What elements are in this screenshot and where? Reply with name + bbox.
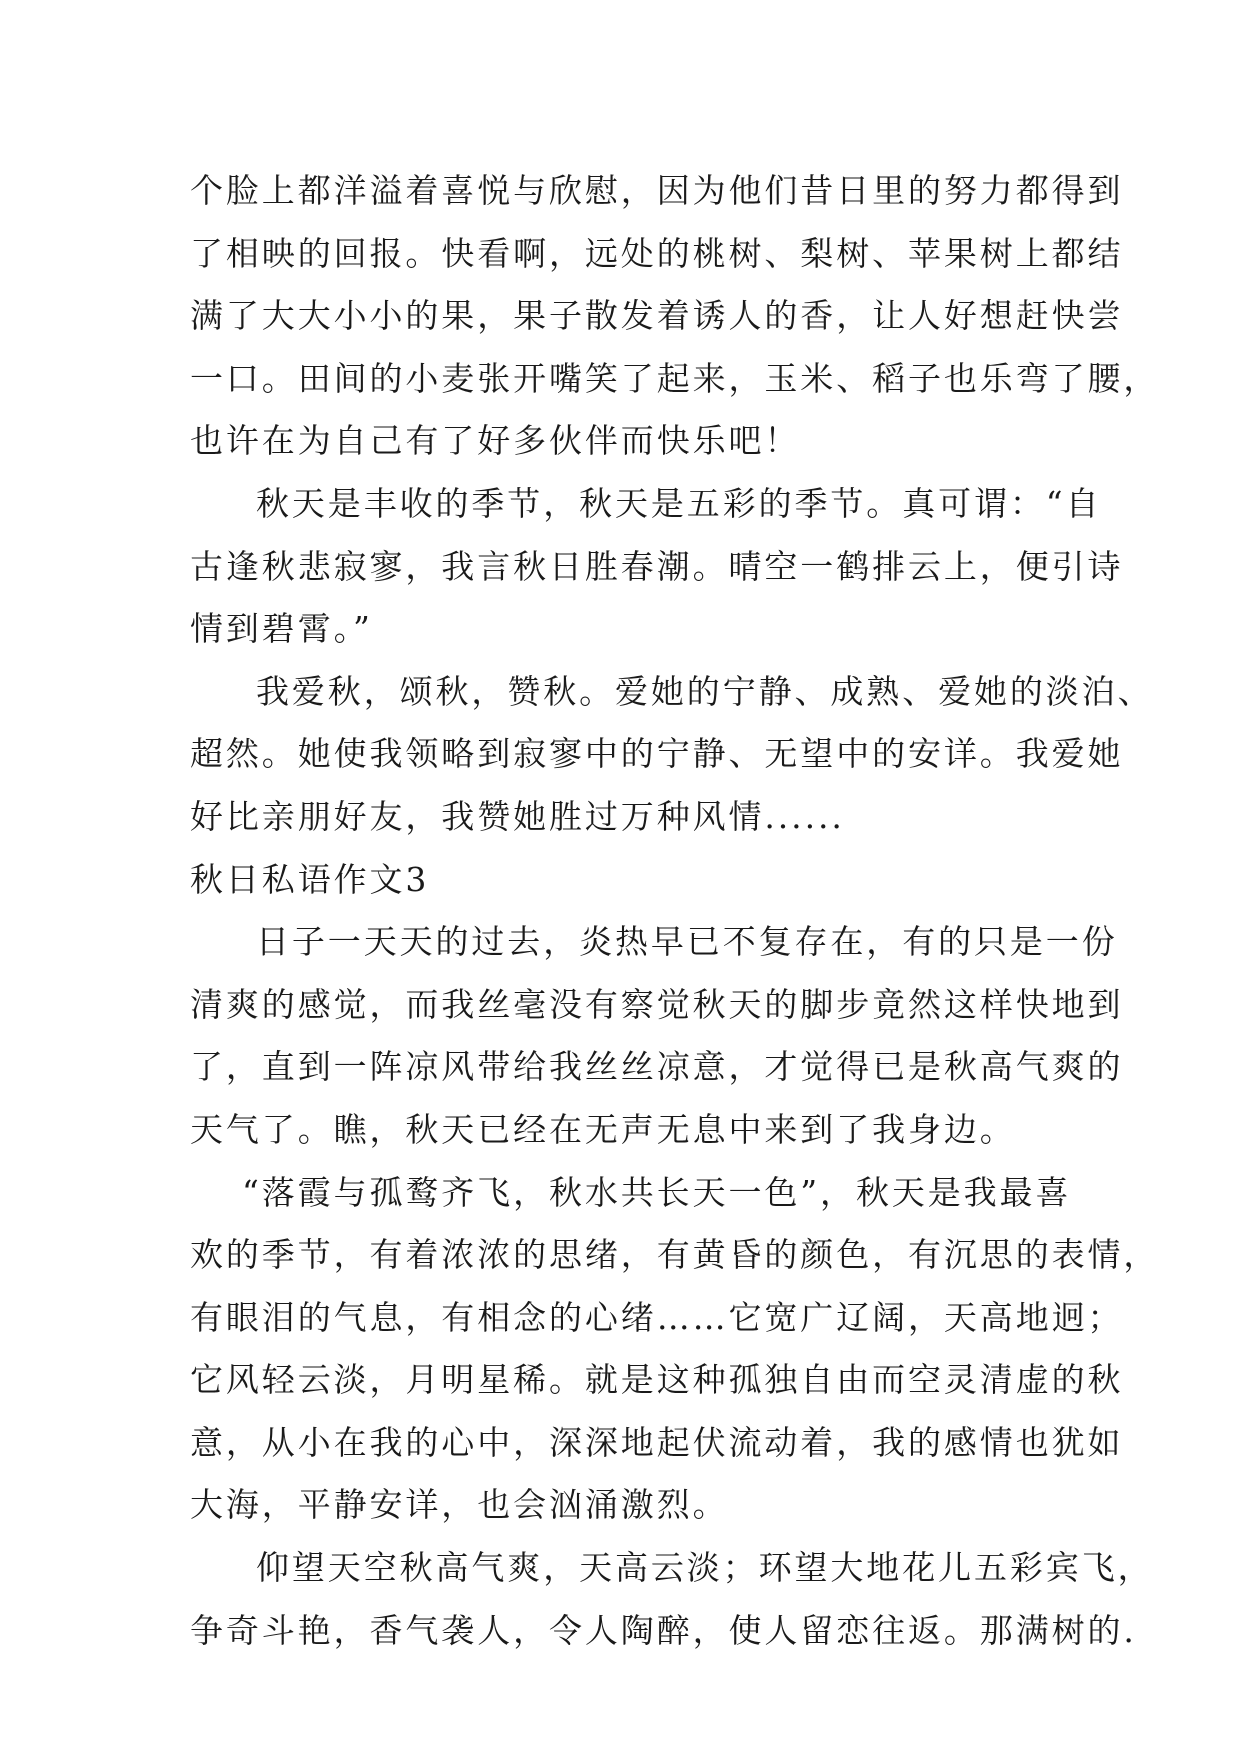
paragraph-start-line: 仰望天空秋高气爽，天高云淡；环望大地花儿五彩宾飞，	[256, 1548, 1154, 1588]
text-line: 个脸上都洋溢着喜悦与欣慰，因为他们昔日里的努力都得到	[190, 171, 1124, 210]
text-line: 了，直到一阵凉风带给我丝丝凉意，才觉得已是秋高气爽的	[190, 1047, 1124, 1087]
text-line: 了相映的回报。快看啊，远处的桃树、梨树、苹果树上都结	[190, 233, 1124, 273]
text-line: 古逢秋悲寂寥，我言秋日胜春潮。晴空一鹤排云上，便引诗	[190, 546, 1124, 586]
paragraph-start-line: 日子一天天的过去，炎热早已不复存在，有的只是一份	[256, 922, 1118, 962]
paragraph-start-line: 秋天是丰收的季节，秋天是五彩的季节。真可谓：“自	[256, 483, 1102, 523]
text-line: 清爽的感觉，而我丝毫没有察觉秋天的脚步竟然这样快地到	[190, 984, 1124, 1024]
document-body	[190, 160, 1160, 1662]
paragraph-start-line: “落霞与孤鹜齐飞，秋水共长天一色”，秋天是我最喜	[242, 1172, 1072, 1212]
text-line: 它风轻云淡，月明星稀。就是这种孤独自由而空灵清虚的秋	[190, 1360, 1124, 1400]
text-line: 满了大大小小的果，果子散发着诱人的香，让人好想赶快尝	[190, 296, 1124, 336]
paragraph-start-line: 我爱秋，颂秋，赞秋。爱她的宁静、成熟、爱她的淡泊、	[256, 671, 1154, 711]
text-line: 一口。田间的小麦张开嘴笑了起来，玉米、稻子也乐弯了腰，	[190, 358, 1160, 398]
text-line: 争奇斗艳，香气袭人，令人陶醉，使人留恋往返。那满树的.	[190, 1610, 1137, 1650]
text-line: 欢的季节，有着浓浓的思绪，有黄昏的颜色，有沉思的表情，	[190, 1235, 1160, 1275]
text-line: 意，从小在我的心中，深深地起伏流动着，我的感情也犹如	[190, 1422, 1124, 1462]
section-heading: 秋日私语作文3	[190, 859, 430, 899]
text-line: 天气了。瞧，秋天已经在无声无息中来到了我身边。	[190, 1109, 1016, 1149]
text-line: 有眼泪的气息，有相念的心绪……它宽广辽阔，天高地迥；	[190, 1297, 1124, 1337]
text-line: 情到碧霄。”	[190, 609, 373, 649]
text-line: 好比亲朋好友，我赞她胜过万种风情......	[190, 796, 845, 836]
text-line: 大海，平静安详，也会汹涌激烈。	[190, 1485, 729, 1525]
text-line: 也许在为自己有了好多伙伴而快乐吧！	[190, 421, 801, 461]
text-line: 超然。她使我领略到寂寥中的宁静、无望中的安详。我爱她	[190, 734, 1124, 774]
